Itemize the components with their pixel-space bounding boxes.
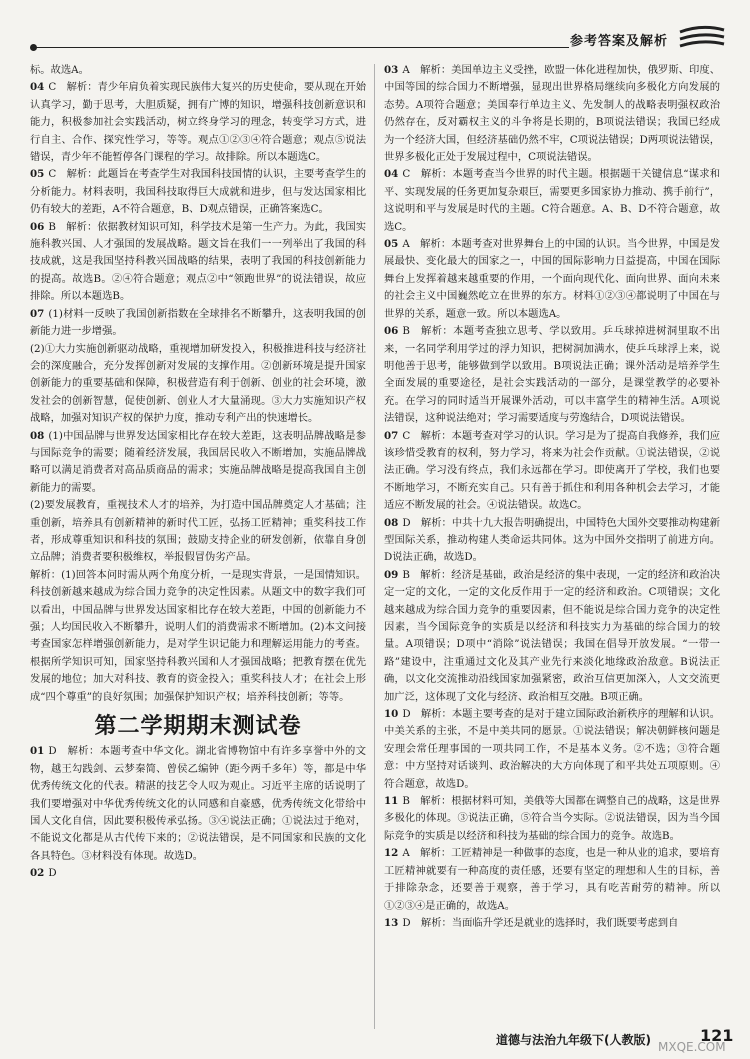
answer-entry-01: 01 D 解析：本题考查中华文化。湖北省博物馆中有许多享誉中外的文物，越王勾践剑、云梦秦简、曾侯乙编钟（距今两千多年）等，都是中华优秀传统文化的代表。精湛的技艺令人叹为观止。习近平主席的话说明了我们要增强对中华优秀传统文化的认同感和自豪感，优秀传统文化带给中国人文化自信，因此要积极传承弘扬。③④说法正确；①说法过于绝对，不能说文化都是从古代传下来的；②说法错误，是不同国家和民族的文化各具特色。③材料没有体现。故选D。 — [30, 745, 366, 862]
answer-entry-04: 04 C 解析：青少年肩负着实现民族伟大复兴的历史使命，要从现在开始认真学习，勤于思考，大胆质疑，拥有广博的知识，增强科技创新意识和能力，积极参加社会实践活动，树立终身学习的理念，转变学习方式，进行自主、合作、探究性学习，等等。观点①②③④符合题意；观点⑤说法错误，青少年不能暂停各门课程的学习。故排除。所以本题选C。 — [30, 81, 366, 164]
column-divider — [374, 64, 375, 1029]
right-column — [384, 62, 720, 932]
answer-entry-07: 07 C 解析：本题考查对学习的认识。学习是为了提高自我修养，我们应该珍惜受教育的权利，努力学习，将来为社会作贡献。①说法错误，②说法正确。学习没有终点，我们永远都在学习。即使离开了学校，我们也要不断地学习，不断充实自己。只有善于抓住和利用各种机会去学习，才能适应不断发展的社会。④说法错误。故选C。 — [384, 429, 720, 512]
header-rule — [34, 47, 569, 48]
answer-entry-08: 08 D 解析：中共十九大报告明确提出，中国特色大国外交要推动构建新型国际关系，推动构建人类命运共同体。这为中国外交指明了前进方向。D说法正确，故选D。 — [384, 516, 720, 564]
answer-entry-11: 11 B 解析：根据材料可知，美俄等大国都在调整自己的战略，这是世界多极化的体现。③说法正确，⑤符合当今实际。②说法错误，因为当今国际竞争的实质是以经济和科技为基础的综合国力的竞争。故选B。 — [384, 795, 720, 842]
answer-entry-13: 13 D 解析：当面临升学还是就业的选择时，我们既要考虑到自 — [384, 916, 679, 929]
answer-entry-05: 05 C 解析：此题旨在考查学生对我国科技国情的认识，主要考查学生的分析能力。材料表明，我国科技取得巨大成就和进步，但与发达国家相比仍有较大的差距，A不符合题意，B、D观点错误，正确答案选C。 — [30, 168, 366, 216]
header-swoosh-icon — [678, 24, 726, 52]
answer-entry-06: 06 B 解析：本题考查独立思考、学以致用。乒乓球掉进树洞里取不出来，一名同学利用学过的浮力知识，把树洞加满水，使乒乓球浮上来，说明他善于思考，能够做到学以致用。B项说法正确；课外活动是培养学生全面发展的重要途径，是社会实践活动的一部分，是课堂教学的必要补充。在学习的同时适当开展课外活动，可以丰富学生的精神生活。A项说法错误，这种说法绝对；学习需要适度与劳逸结合，D项说法错误。 — [384, 325, 720, 425]
footer-book-title: 道德与法治九年级下(人教版) — [496, 1033, 651, 1047]
page-header — [0, 0, 750, 58]
answer-entry-03: 03 A 解析：美国单边主义受挫，欧盟一体化进程加快，俄罗斯、印度、中国等国的综合国力不断增强，显现出世界格局继续向多极化方向发展的态势。A项符合题意；美国奉行单边主义、先发制人的战略表明强权政治仍然存在，反对霸权主义的斗争将是长期的，B项说法错误；我国已经成为一个经济大国，但经济基础仍然不牢，C项说法错误；D两项说法错误，世界多极化正处于发展过程中，C项说法错误。 — [384, 64, 720, 164]
answer-entry-08-part2: (2)要发展教育，重视技术人才的培养，为打造中国品牌奠定人才基础；注重创新，培养具有创新精神的新时代工匠，弘扬工匠精神；重奖科技工作者，形成尊重知识和科技的氛围；鼓励支持企业的研发创新，依靠自身创立品牌；消费者要积极维权，举报假冒伪劣产品。 — [30, 499, 366, 564]
watermark: MXQE.COM — [658, 1040, 726, 1054]
header-title: 参考答案及解析 — [570, 34, 669, 49]
answer-entry-02: 02 D — [30, 867, 57, 880]
left-column — [30, 62, 366, 883]
section-title: 第二学期期末测试卷 — [94, 714, 302, 740]
answer-entry-07-part2: (2)①大力实施创新驱动战略，重视增加研发投入，积极推进科技与经济社会的深度融合，充分发挥创新对发展的支撑作用。②创新环境是提升国家创新能力的重要基础和保障，积极营造有利于创新、创业的社会环境，激发社会的创新智慧，促使创新、创业人才大量涌现。③大力实施知识产权战略，加强对知识产权的保护力度，推动专利产出的快速增长。 — [30, 342, 366, 425]
answer-entry-12: 12 A 解析：工匠精神是一种做事的态度，也是一种从业的追求，要培育工匠精神就要有一种高度的责任感，还要有坚定的理想和人生的目标，善于排除杂念，还要善于观察，善于学习，具有吃苦耐劳的精神。所以①②③④是正确的，故选A。 — [384, 847, 720, 912]
answer-entry: 标。故选A。 — [30, 64, 89, 76]
answer-entry-10: 10 D 解析：本题主要考查的是对于建立国际政治新秩序的理解和认识。中美关系的主张，不是中美共同的愿景。①说法错误；解决朝鲜核问题是安理会常任理事国的一项共同工作，不是基本义务。②不选；③符合题意：中方坚持对话谈判、政治解决的大方向体现了和平共处五项原则。④符合题意，故选D。 — [384, 708, 720, 790]
answer-entry-06: 06 B 解析：依据教材知识可知，科学技术是第一生产力。为此，我国实施科教兴国、人才强国的发展战略。题文旨在我们一一列举出了我国的科技成就，这是我国坚持科教兴国战略的结果，表明了我国的科技创新能力的提高。故选B。②④符合题意；观点②中“领跑世界”的说法错误，故应排除。所以本题选B。 — [30, 220, 366, 303]
page-number: 121 — [700, 1026, 734, 1045]
answer-entry-07: 07 (1)材料一反映了我国创新指数在全球排名不断攀升，这表明我国的创新能力进一步增强。 — [30, 307, 366, 338]
answer-entry-08: 08 (1)中国品牌与世界发达国家相比存在较大差距，这表明品牌战略是参与国际竞争的需要；随着经济发展，我国居民收入不断增加，实施品牌战略可以满足消费者对高品质商品的需求；实施品牌战略是提高我国自主创新能力的需要。 — [30, 429, 366, 494]
answer-entry-04: 04 C 解析：本题考查当今世界的时代主题。根据题干关键信息“谋求和平、实现发展的任务更加复杂艰巨，需要更多国家协力推动、携手前行”，这说明和平与发展是时代的主题。C符合题意。A、B、D不符合题意，故选C。 — [384, 168, 720, 233]
answer-entry-08-analysis: 解析：(1)回答本问时需从两个角度分析，一是现实背景，一是国情知识。科技创新越来越成为综合国力竞争的决定性因素。从题文中的数字我们可以看出，中国品牌与世界发达国家相比存在较大差距，中国的创新能力不强；人均国民收入不断攀升，说明人们的消费需求不断增加。(2)本文问接考查国家怎样增强创新能力，是对学生识记能力和理解运用能力的考查。根据所学知识可知，国家坚持科教兴国和人才强国战略；把教育摆在优先发展的地位；加大对科技、教育的资金投入；重奖科技人才；在社会上形成“四个尊重”的良好氛围；加强保护知识产权；培养科技创新；等等。 — [30, 568, 366, 703]
answer-entry-05: 05 A 解析：本题考查对世界舞台上的中国的认识。当今世界，中国是发展最快、变化最大的国家之一，中国的国际影响力日益提高，中国在国际舞台上发挥着越来越重要的作用，一个面向现代化、面向世界、面向未来的社会主义中国巍然屹立在世界的东方。材料①②③④都说明了中国在与世界的关系，题意一致。所以本题选A。 — [384, 238, 720, 320]
answer-entry-09: 09 B 解析：经济是基础，政治是经济的集中表现，一定的经济和政治决定一定的文化，一定的文化反作用于一定的经济和政治。C项错误；文化越来越成为综合国力竞争的重要因素，但不能说是综合国力竞争的决定性因素，当今国际竞争的实质是以经济和科技实力为基础的综合国力的较量。A项错误；D项中“消除”说法错误；我国在倡导开放发展。“一带一路”建设中，注重通过文化及其产业先行来淡化地缘政治敌意。B说法正确，以文化交流推动沿线国家加强紧密，政治互信更加深入，人文交流更加广泛，这体现了文化与经济、政治相互交融。B项正确。 — [384, 568, 720, 703]
